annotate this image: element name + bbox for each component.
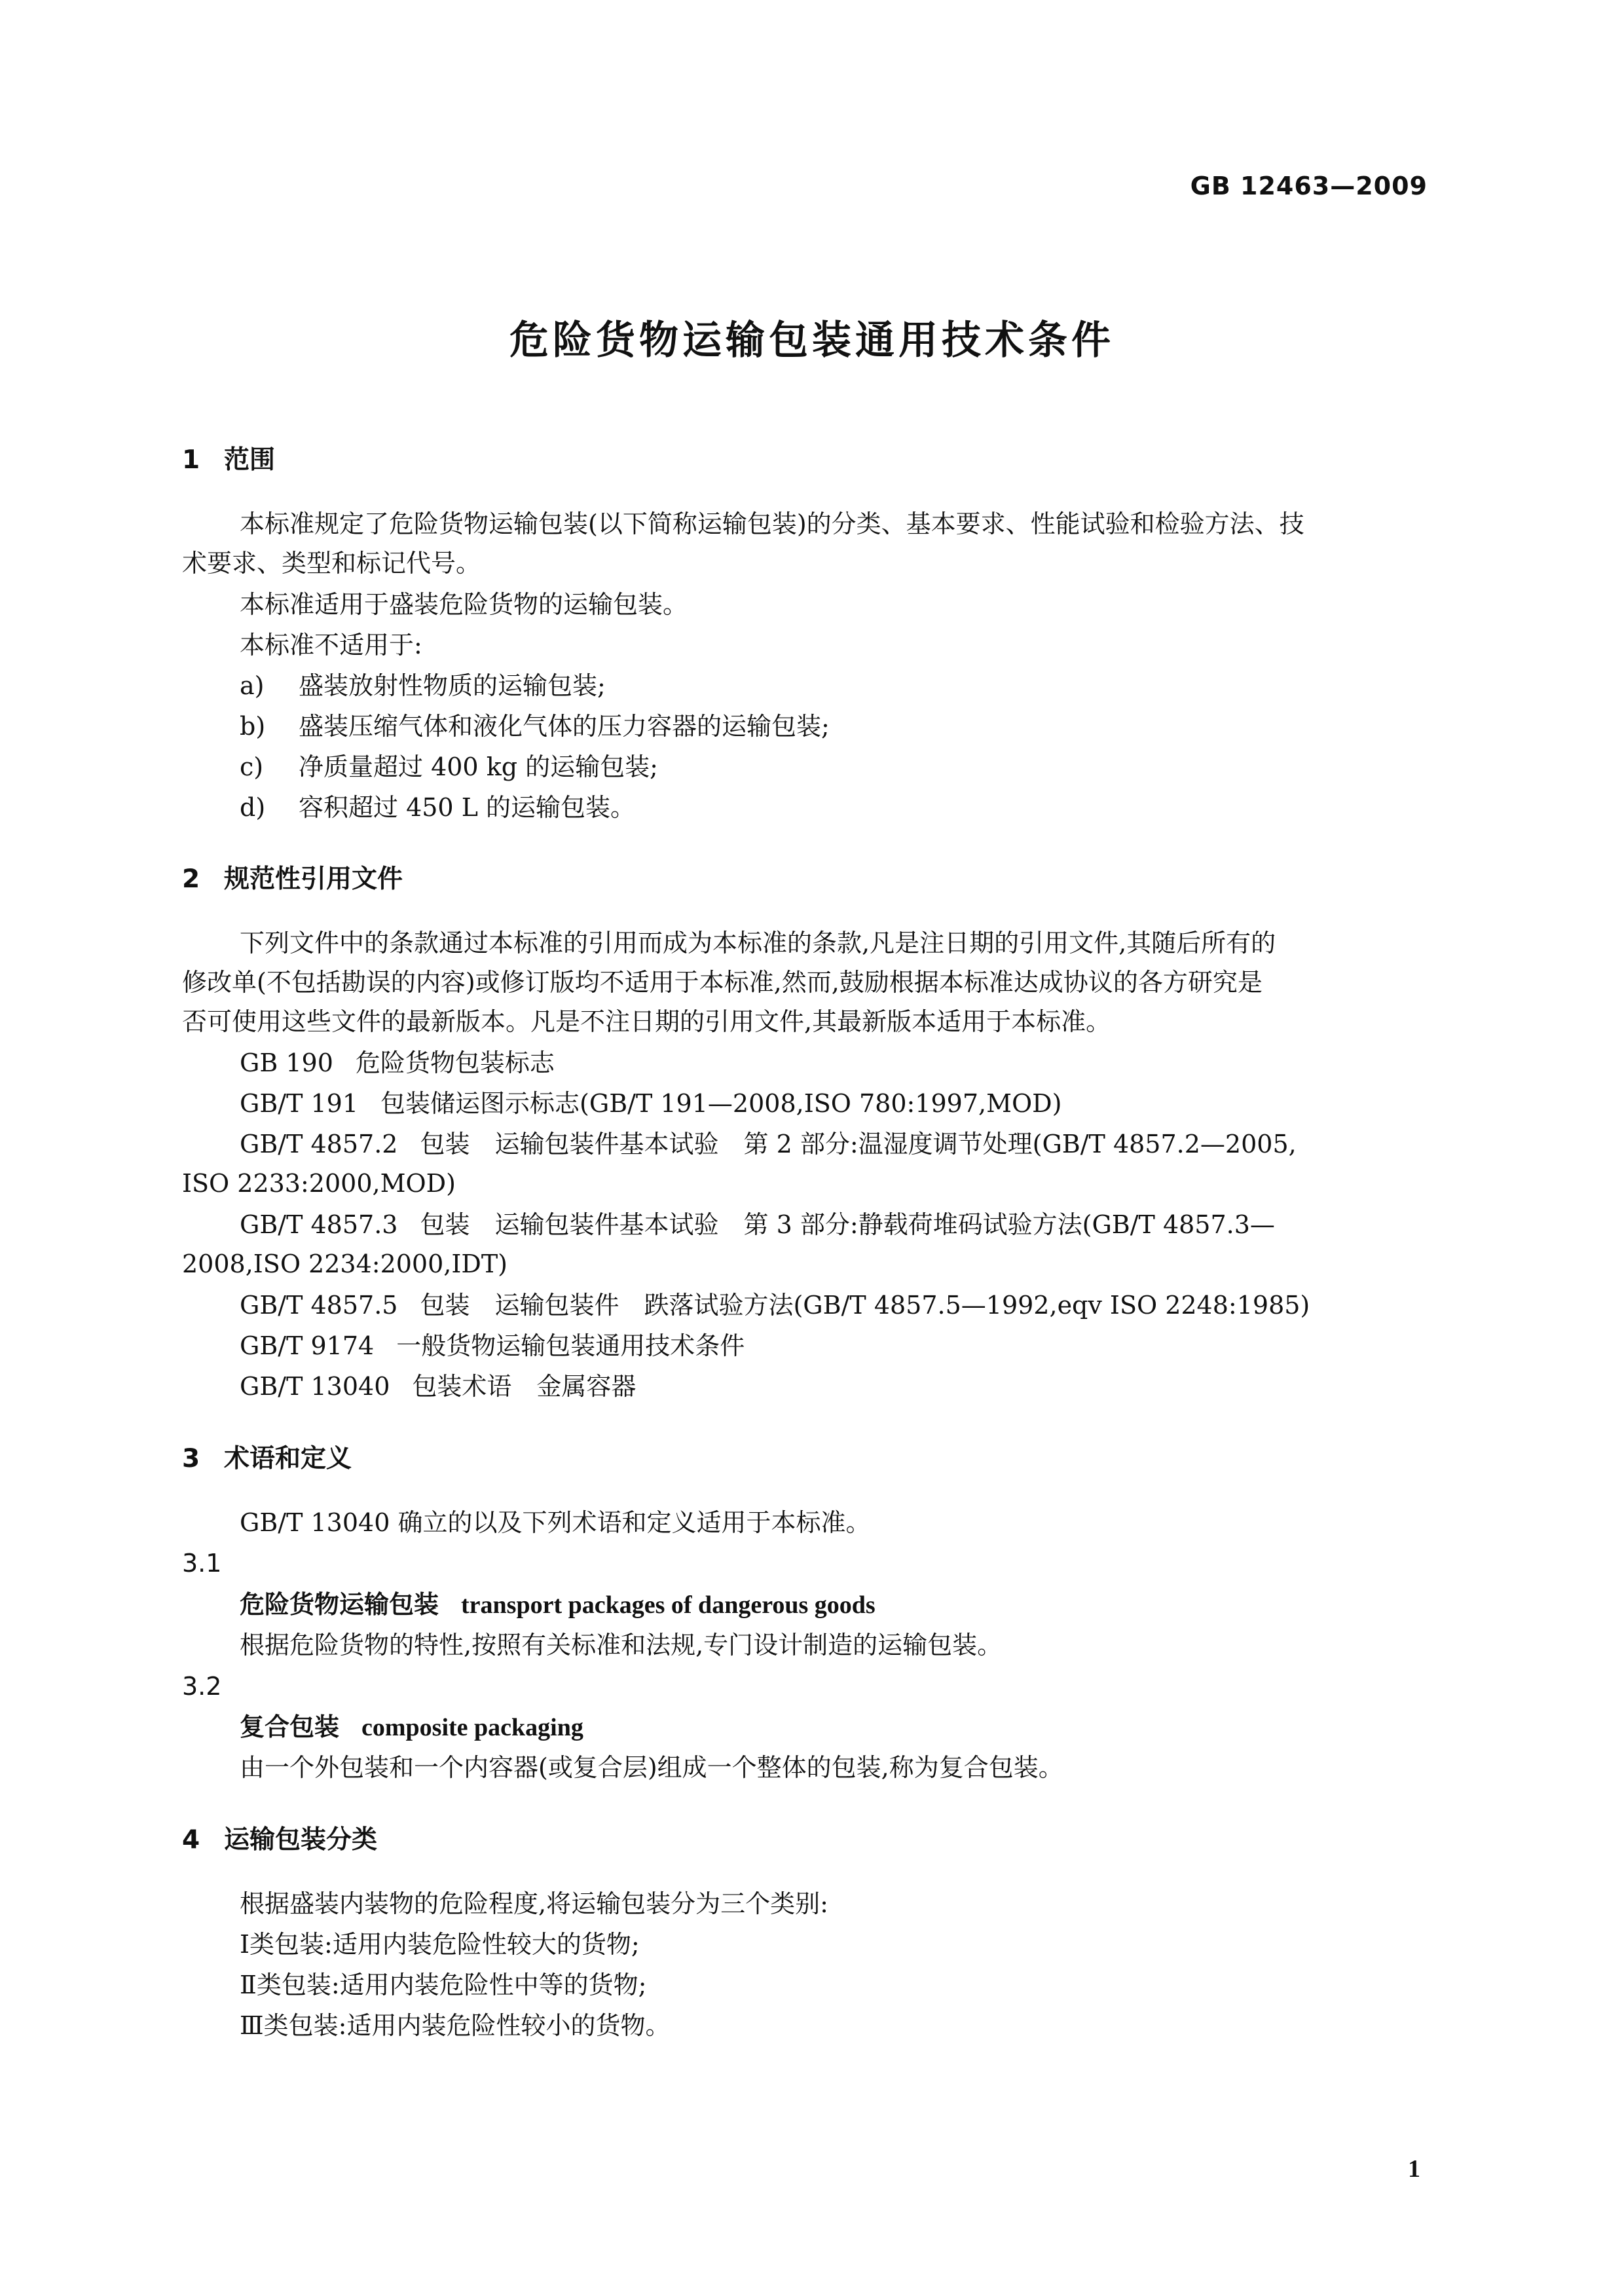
list-item: b) 盛装压缩气体和液化气体的压力容器的运输包装;	[240, 712, 830, 741]
list-item: d) 容积超过 450 L 的运输包装。	[240, 793, 636, 822]
section-1-paragraph-cont: 术要求、类型和标记代号。	[182, 549, 481, 578]
list-item: a) 盛装放射性物质的运输包装;	[240, 671, 606, 700]
section-1-paragraph: 本标准规定了危险货物运输包装(以下简称运输包装)的分类、基本要求、性能试验和检验方法、技	[240, 509, 1304, 538]
reference-item: GB 190 危险货物包装标志	[240, 1048, 555, 1077]
term-heading: 复合包装 composite packaging	[240, 1713, 583, 1741]
term-number: 3.2	[182, 1672, 222, 1701]
reference-item-cont: 2008,ISO 2234:2000,IDT)	[182, 1250, 508, 1278]
section-1-heading: 1 范围	[182, 445, 276, 475]
reference-item: GB/T 4857.5 包装 运输包装件 跌落试验方法(GB/T 4857.5—1992,eqv ISO 2248:1985)	[240, 1291, 1310, 1320]
term-number: 3.1	[182, 1549, 222, 1578]
class-item: Ⅲ类包装:适用内装危险性较小的货物。	[240, 2011, 671, 2040]
section-2-paragraph-cont: 否可使用这些文件的最新版本。凡是不注日期的引用文件,其最新版本适用于本标准。	[182, 1007, 1111, 1036]
page-number: 1	[1408, 2155, 1420, 2183]
section-2-paragraph: 下列文件中的条款通过本标准的引用而成为本标准的条款,凡是注日期的引用文件,其随后所有的	[240, 929, 1276, 957]
section-3-heading: 3 术语和定义	[182, 1444, 352, 1473]
list-item: c) 净质量超过 400 kg 的运输包装;	[240, 752, 658, 781]
standard-code: GB 12463—2009	[1190, 172, 1428, 200]
section-1-exclusion-paragraph: 本标准不适用于:	[240, 631, 422, 659]
reference-item-cont: ISO 2233:2000,MOD)	[182, 1169, 456, 1198]
section-4-heading: 4 运输包装分类	[182, 1825, 378, 1855]
class-item: Ⅰ类包装:适用内装危险性较大的货物;	[240, 1930, 640, 1959]
reference-item: GB/T 4857.3 包装 运输包装件基本试验 第 3 部分:静载荷堆码试验方法(GB/T 4857.3—	[240, 1210, 1275, 1239]
reference-item: GB/T 4857.2 包装 运输包装件基本试验 第 2 部分:温湿度调节处理(GB/T 4857.2—2005,	[240, 1130, 1297, 1158]
reference-item: GB/T 13040 包装术语 金属容器	[240, 1372, 637, 1401]
reference-item: GB/T 9174 一般货物运输包装通用技术条件	[240, 1331, 745, 1360]
term-definition: 根据危险货物的特性,按照有关标准和法规,专门设计制造的运输包装。	[240, 1631, 1003, 1659]
document-title: 危险货物运输包装通用技术条件	[509, 318, 1115, 363]
section-4-intro: 根据盛装内装物的危险程度,将运输包装分为三个类别:	[240, 1889, 828, 1918]
term-definition: 由一个外包装和一个内容器(或复合层)组成一个整体的包装,称为复合包装。	[240, 1753, 1063, 1782]
section-3-intro: GB/T 13040 确立的以及下列术语和定义适用于本标准。	[240, 1508, 871, 1537]
term-heading: 危险货物运输包装 transport packages of dangerous goods	[240, 1590, 876, 1619]
class-item: Ⅱ类包装:适用内装危险性中等的货物;	[240, 1971, 647, 1999]
section-2-paragraph-cont: 修改单(不包括勘误的内容)或修订版均不适用于本标准,然而,鼓励根据本标准达成协议的各方研究是	[182, 968, 1263, 997]
reference-item: GB/T 191 包装储运图示标志(GB/T 191—2008,ISO 780:1997,MOD)	[240, 1089, 1062, 1118]
section-2-heading: 2 规范性引用文件	[182, 864, 403, 894]
section-1-scope-paragraph: 本标准适用于盛装危险货物的运输包装。	[240, 590, 688, 619]
